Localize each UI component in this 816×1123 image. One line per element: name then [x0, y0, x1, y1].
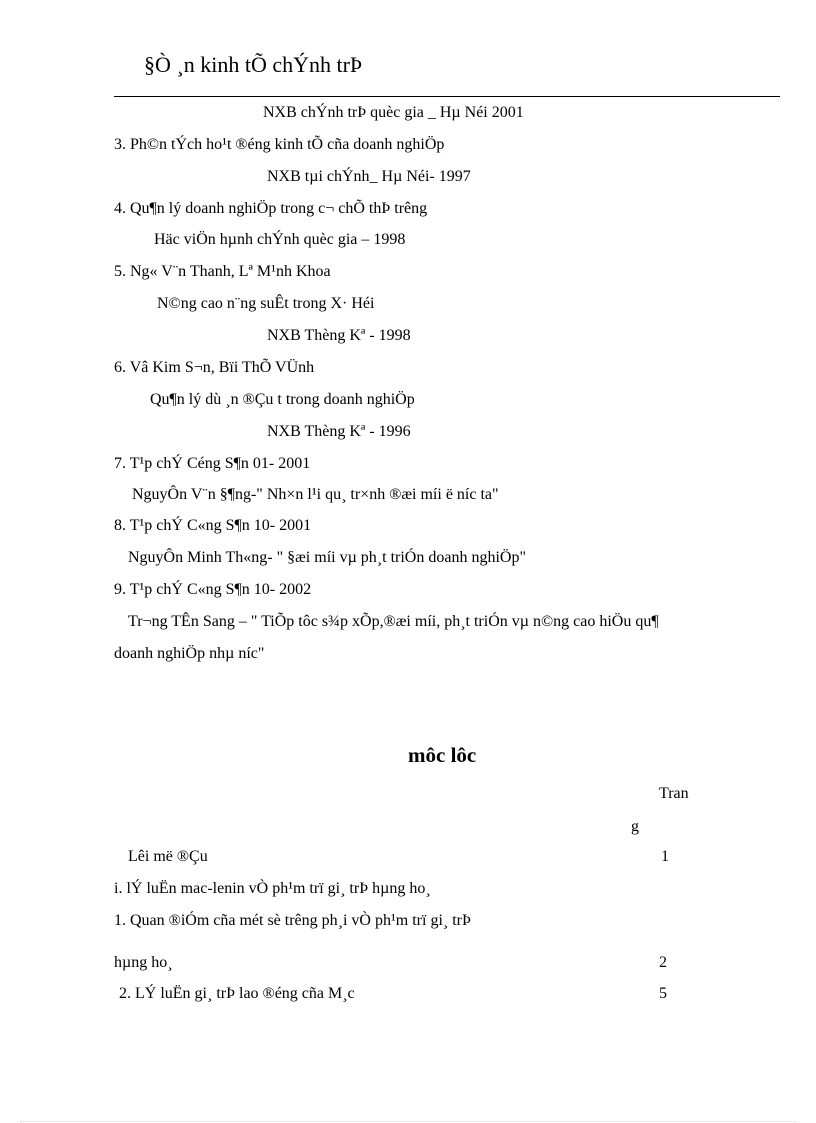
toc-title: môc lôc: [408, 743, 477, 767]
reference-line: 9. T¹p chÝ C«ng S¶n 10- 2002: [114, 581, 312, 598]
reference-line: 8. T¹p chÝ C«ng S¶n 10- 2001: [114, 517, 312, 534]
reference-line: NXB Thèng Kª - 1996: [267, 423, 411, 440]
toc-page-column-header-wrap: g: [631, 818, 639, 835]
reference-line: Tr¬ng TÊn Sang – " TiÕp tôc s¾p xÕp,®æi míi, ph¸t triÓn vµ n©ng cao hiÖu qu¶: [128, 613, 659, 630]
toc-entry-page: 1: [661, 848, 669, 865]
toc-entry-label: 2. LÝ luËn gi¸ trÞ lao ®éng cña M¸c: [119, 985, 355, 1002]
reference-line: 5. Ng« V¨n Thanh, Lª M¹nh Khoa: [114, 263, 331, 280]
reference-line: doanh nghiÖp nhµ níc": [114, 645, 265, 662]
reference-line: NXB tµi chÝnh_ Hµ Néi- 1997: [267, 168, 471, 185]
reference-line: 4. Qu¶n lý doanh nghiÖp trong c¬ chÕ thÞ trêng: [114, 200, 428, 217]
toc-entry-label: i. lÝ luËn mac-lenin vÒ ph¹m trï gi¸ trÞ hµng ho¸: [114, 880, 431, 897]
page-bottom-border: [20, 1121, 796, 1122]
toc-entry-label: hµng ho¸: [114, 954, 173, 971]
toc-entry-label: Lêi më ®Çu: [128, 848, 208, 865]
reference-line: Häc viÖn hµnh chÝnh quèc gia – 1998: [154, 231, 406, 248]
toc-page-column-header: Tran: [659, 785, 689, 802]
reference-line: N©ng cao n¨ng suÊt trong X· Héi: [157, 295, 375, 312]
toc-entry-page: 2: [659, 954, 667, 971]
reference-line: NguyÔn Minh Th«ng- " §æi míi vµ ph¸t triÓn doanh nghiÖp": [128, 549, 526, 566]
reference-line: NXB Thèng Kª - 1998: [267, 327, 411, 344]
reference-line: 7. T¹p chÝ Céng S¶n 01- 2001: [114, 455, 311, 472]
reference-line: 3. Ph©n tÝch ho¹t ®éng kinh tÕ cña doanh nghiÖp: [114, 136, 445, 153]
header-divider: [114, 96, 780, 97]
reference-line: NguyÔn V¨n §¶ng-" Nh×n l¹i qu¸ tr×nh ®æi míi ë níc ta": [132, 486, 499, 503]
reference-line: Qu¶n lý dù ¸n ®Çu t trong doanh nghiÖp: [150, 391, 415, 408]
reference-line: NXB chÝnh trÞ quèc gia _ Hµ Néi 2001: [263, 104, 524, 121]
toc-entry-page: 5: [659, 985, 667, 1002]
toc-entry-label: 1. Quan ®iÓm cña mét sè trêng ph¸i vÒ ph¹m trï gi¸ trÞ: [114, 912, 471, 929]
document-header-title: §Ò ¸n kinh tÕ chÝnh trÞ: [144, 52, 363, 77]
reference-line: 6. Vâ Kim S¬n, Bïi ThÕ VÜnh: [114, 359, 315, 376]
